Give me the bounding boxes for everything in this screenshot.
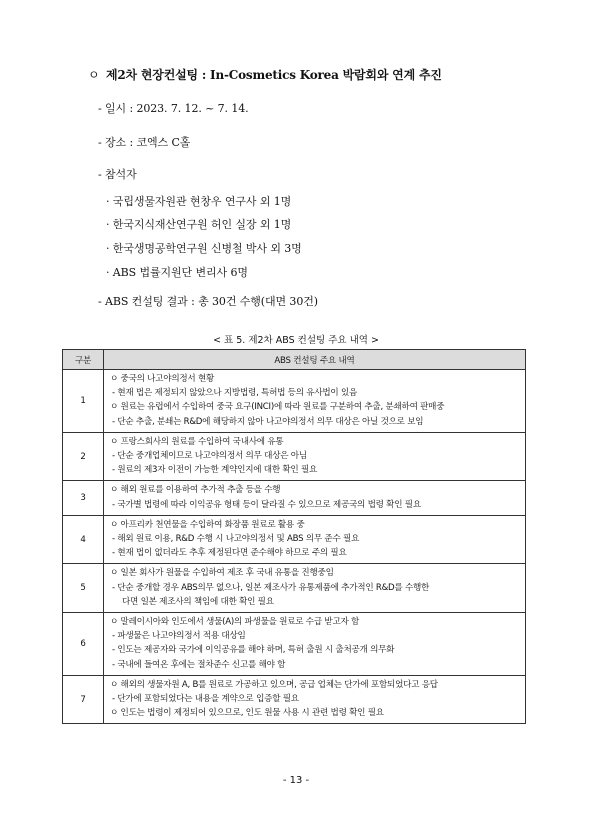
row-line: - 현재 법이 없더라도 추후 제정된다면 준수해야 하므로 주의 필요 <box>112 548 347 559</box>
header-details: ABS 컨설팅 주요 내역 <box>104 350 526 370</box>
row-line: ㅇ 인도는 법령이 제정되어 있으므로, 인도 원물 사용 시 관련 법령 확인 필요 <box>110 708 384 719</box>
row-line: - 현재 법은 제정되지 않았으나 지방법령, 특허법 등의 유사법이 있음 <box>112 388 358 399</box>
row-line: ㅇ 말레이시아와 인도에서 생물(A)의 파생물을 원료로 수급 받고자 함 <box>110 617 360 628</box>
row-line: ㅇ 프랑스회사의 원료를 수입하여 국내사에 유통 <box>110 436 284 447</box>
row-line: - 단가에 포함되었다는 내용을 계약으로 입증할 필요 <box>112 694 299 705</box>
table-caption: < 표 5. 제2차 ABS 컨설팅 주요 내역 > <box>213 335 379 346</box>
result-line: - ABS 컨설팅 결과 : 총 30건 수행(대면 30건) <box>98 295 318 308</box>
date-line: - 일시 : 2023. 7. 12. ~ 7. 14. <box>98 102 249 115</box>
row-line: - 국가별 법령에 따라 이익공유 형태 등이 달라질 수 있으므로 제공국의 법령 확인 필요 <box>112 499 421 510</box>
row-line: ㅇ 해외 원료를 이용하여 추가적 추출 등을 수행 <box>110 485 281 496</box>
row-line: - 단순 중개업체이므로 나고야의정서 의무 대상은 아님 <box>112 451 307 462</box>
row-number: 5 <box>63 564 104 613</box>
attendee-item: · 한국지식재산연구원 허인 실장 외 1명 <box>106 218 292 231</box>
row-line: - 국내에 들여온 후에는 절차준수 신고를 해야 함 <box>112 659 286 670</box>
attendee-item: · ABS 법률지원단 변리사 6명 <box>106 266 248 279</box>
heading-text: 제2차 현장컨설팅 : In-Cosmetics Korea 박람회와 연계 추진 <box>106 68 442 82</box>
table-row <box>63 370 526 433</box>
section-heading <box>88 66 442 83</box>
heading-bullet: ㅇ <box>88 68 100 82</box>
row-line: - 파생물은 나고야의정서 적용 대상임 <box>112 631 246 642</box>
row-content <box>104 432 526 481</box>
row-content <box>104 564 526 613</box>
table-row <box>63 515 526 564</box>
header-category: 구분 <box>63 350 104 370</box>
row-content <box>104 481 526 515</box>
table-row <box>63 613 526 676</box>
attendee-item: · 한국생명공학연구원 신병철 박사 외 3명 <box>106 242 302 255</box>
attendees-label: - 참석자 <box>98 168 137 181</box>
place-line: - 장소 : 코엑스 C홀 <box>98 136 191 149</box>
table-row <box>63 432 526 481</box>
row-line: ㅇ 해외의 생물자원 A, B를 원료로 가공하고 있으며, 공급 업체는 단가에 포함되었다고 응답 <box>110 679 438 690</box>
row-number: 7 <box>63 675 104 724</box>
row-number: 6 <box>63 613 104 676</box>
row-line: ㅇ 원료는 유럽에서 수입하여 중국 요구(INCI)에 따라 원료를 구분하여 추출, 분쇄하여 판매중 <box>110 402 445 413</box>
row-line: 다면 일본 제조사의 책임에 대한 확인 필요 <box>122 596 274 607</box>
attendee-item: · 국립생물자원관 현창우 연구사 외 1명 <box>106 195 292 208</box>
table-row <box>63 564 526 613</box>
row-number: 4 <box>63 515 104 564</box>
row-line: - 단순 추출, 분쇄는 R&D에 해당하지 않아 나고야의정서 의무 대상은 아닐 것으로 보임 <box>112 416 424 427</box>
row-line: - 원료의 제3자 이전이 가능한 계약인지에 대한 확인 필요 <box>112 465 318 476</box>
table-row <box>63 481 526 515</box>
row-content <box>104 613 526 676</box>
row-number: 3 <box>63 481 104 515</box>
row-content <box>104 515 526 564</box>
row-line: - 인도는 제공자와 국가에 이익공유를 해야 하며, 특허 출원 시 출처공개 의무화 <box>112 645 395 656</box>
row-line: - 단순 중개할 경우 ABS의무 없으나, 일본 제조사가 유통제품에 추가적인 R&D를 수행한 <box>112 582 430 593</box>
row-content <box>104 370 526 433</box>
row-line: ㅇ 일본 회사가 원물을 수입하여 제조 후 국내 유통을 진행중임 <box>110 568 334 579</box>
table-header-row <box>63 350 526 370</box>
row-number: 2 <box>63 432 104 481</box>
row-line: ㅇ 중국의 나고야의정서 현황 <box>110 374 215 384</box>
table-row <box>63 675 526 724</box>
row-line: - 해외 원료 이용, R&D 수행 시 나고야의정서 및 ABS 의무 준수 필요 <box>112 534 360 545</box>
row-line: ㅇ 아프리카 천연물을 수입하여 화장품 원료로 활용 중 <box>110 519 305 530</box>
row-number: 1 <box>63 370 104 433</box>
row-content <box>104 675 526 724</box>
consulting-table <box>62 349 526 724</box>
page-number: - 13 - <box>282 775 310 786</box>
